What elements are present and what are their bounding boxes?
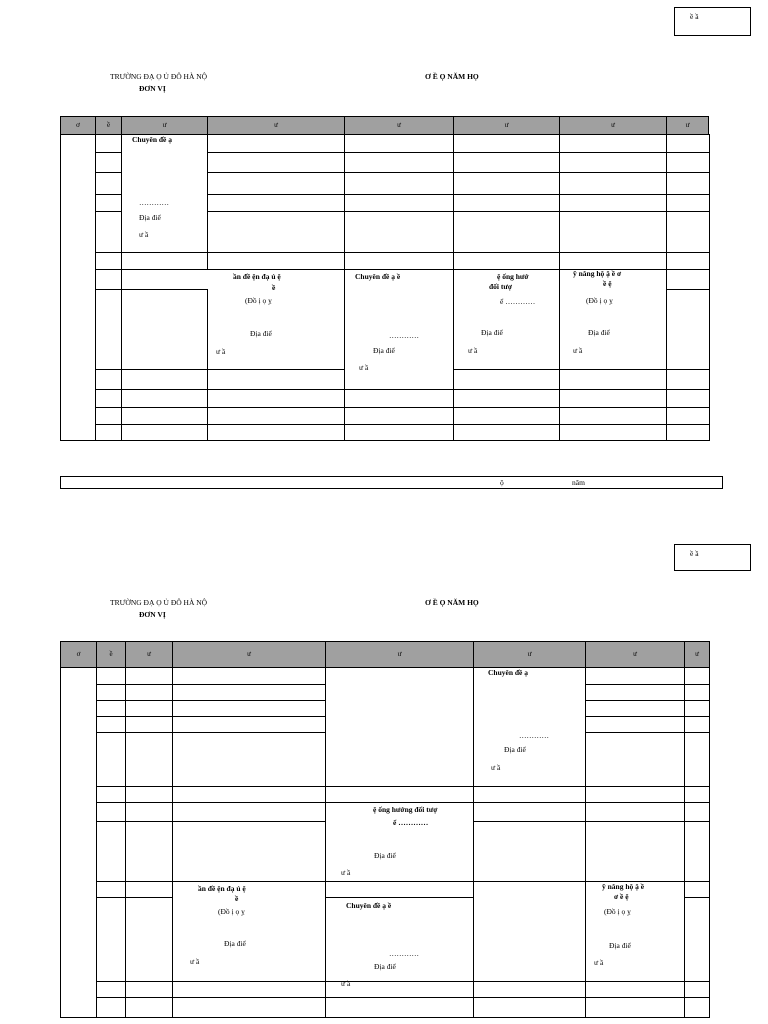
header-cell: ư: [207, 116, 345, 135]
block-b-line2: ề: [272, 283, 276, 292]
block-d-title: ệ ống hướ: [497, 272, 529, 281]
block-d-place: Địa điể: [481, 328, 503, 337]
plan-title-2: Ơ Ề Ọ NĂM HỌ: [425, 598, 479, 607]
block-b-end: ư ầ: [216, 347, 226, 356]
header-cell: ư: [666, 116, 709, 135]
block2-b-line2: ề: [235, 894, 239, 903]
block2-d-line2: ể …………: [393, 818, 429, 827]
header-cell: ề: [95, 116, 122, 135]
block2-c-end: ư ầ: [341, 979, 351, 988]
block-c-place: Địa điể: [373, 346, 395, 355]
unit-label-2: ĐƠN VỊ: [139, 610, 166, 619]
block2-a-dots: …………: [519, 731, 549, 740]
header-cell: ư: [172, 641, 326, 668]
block-e-place: Địa điể: [588, 328, 610, 337]
block-b-place: Địa điể: [250, 329, 272, 338]
block-a-title: Chuyên đề ạ: [132, 135, 173, 144]
block2-c-dots: …………: [389, 949, 419, 958]
block2-d-end: ư ầ: [341, 868, 351, 877]
block2-e-title: ỹ năng hộ ậ ề: [602, 882, 645, 891]
block2-d-place: Địa điể: [374, 851, 396, 860]
block2-a-title: Chuyên đề ạ: [488, 668, 529, 677]
block2-e-end: ư ầ: [594, 958, 604, 967]
footer-left: ộ: [500, 478, 504, 487]
block2-e-line3: (Đồ ị ọ ỵ: [604, 907, 631, 916]
header-cell: ơ: [60, 641, 97, 668]
block-e-title: ỹ năng hộ ậ ề ơ: [573, 269, 622, 278]
header-cell: ư: [453, 116, 560, 135]
header-cell: ư: [325, 641, 474, 668]
block-c-dots: …………: [389, 331, 419, 340]
header-cell: ư: [344, 116, 454, 135]
block2-a-place: Địa điể: [504, 745, 526, 754]
header-cell: ư: [473, 641, 586, 668]
header-cell: ư: [559, 116, 667, 135]
unit-label-1: ĐƠN VỊ: [139, 84, 166, 93]
school-name-2: TRƯỜNG ĐẠ Ọ Ủ ĐÔ HÀ NỘ: [110, 598, 208, 607]
header-cell: ư: [585, 641, 685, 668]
corner-box-2: [674, 544, 751, 571]
plan-title-1: Ơ Ề Ọ NĂM HỌ: [425, 72, 479, 81]
block2-e-line2: ơ ề ệ: [614, 892, 629, 901]
block-d-end: ư ầ: [468, 346, 478, 355]
block2-c-title: Chuyên đề ạ ề: [346, 901, 392, 910]
header-cell: ư: [121, 116, 208, 135]
block2-c-place: Địa điể: [374, 962, 396, 971]
corner-box-1: [674, 7, 751, 36]
block-c-end: ư ầ: [359, 363, 369, 372]
block2-b-place: Địa điể: [224, 939, 246, 948]
block2-d-title: ệ ống hướng đối tượ: [373, 805, 438, 814]
block2-b-title: ần đề ện đạ ủ ệ: [198, 884, 246, 893]
block-c-title: Chuyên đề ạ ề: [355, 272, 401, 281]
block-a-dots: …………: [139, 198, 169, 207]
block-e-end: ư ầ: [573, 346, 583, 355]
school-name-1: TRƯỜNG ĐẠ Ọ Ủ ĐÔ HÀ NỘ: [110, 72, 208, 81]
block-b-title: ần đề ện đạ ủ ệ: [233, 272, 281, 281]
corner-box-text-2: ề ầ: [690, 549, 699, 558]
block-e-line2: ề ệ: [603, 279, 612, 288]
block-d-line3: ể …………: [500, 297, 536, 306]
block-b-line3: (Đồ ị ọ ỵ: [245, 296, 272, 305]
page-footer-bar: [60, 476, 723, 489]
block-a-end: ư ầ: [139, 230, 149, 239]
header-cell: ơ: [60, 116, 96, 135]
header-cell: ư: [684, 641, 710, 668]
block2-b-line3: (Đồ ị ọ ỵ: [218, 907, 245, 916]
corner-box-text-1: ề ầ: [690, 12, 699, 21]
block2-b-end: ư ầ: [190, 957, 200, 966]
block-e-line3: (Đồ ị ọ ỵ: [586, 296, 613, 305]
header-cell: ư: [125, 641, 173, 668]
block-d-line2: đối tượ: [489, 282, 513, 291]
block2-e-place: Địa điể: [609, 941, 631, 950]
block-a-place: Địa điể: [139, 213, 161, 222]
block2-a-end: ư ầ: [491, 763, 501, 772]
footer-right: năm: [572, 478, 585, 487]
header-cell: ề: [96, 641, 126, 668]
